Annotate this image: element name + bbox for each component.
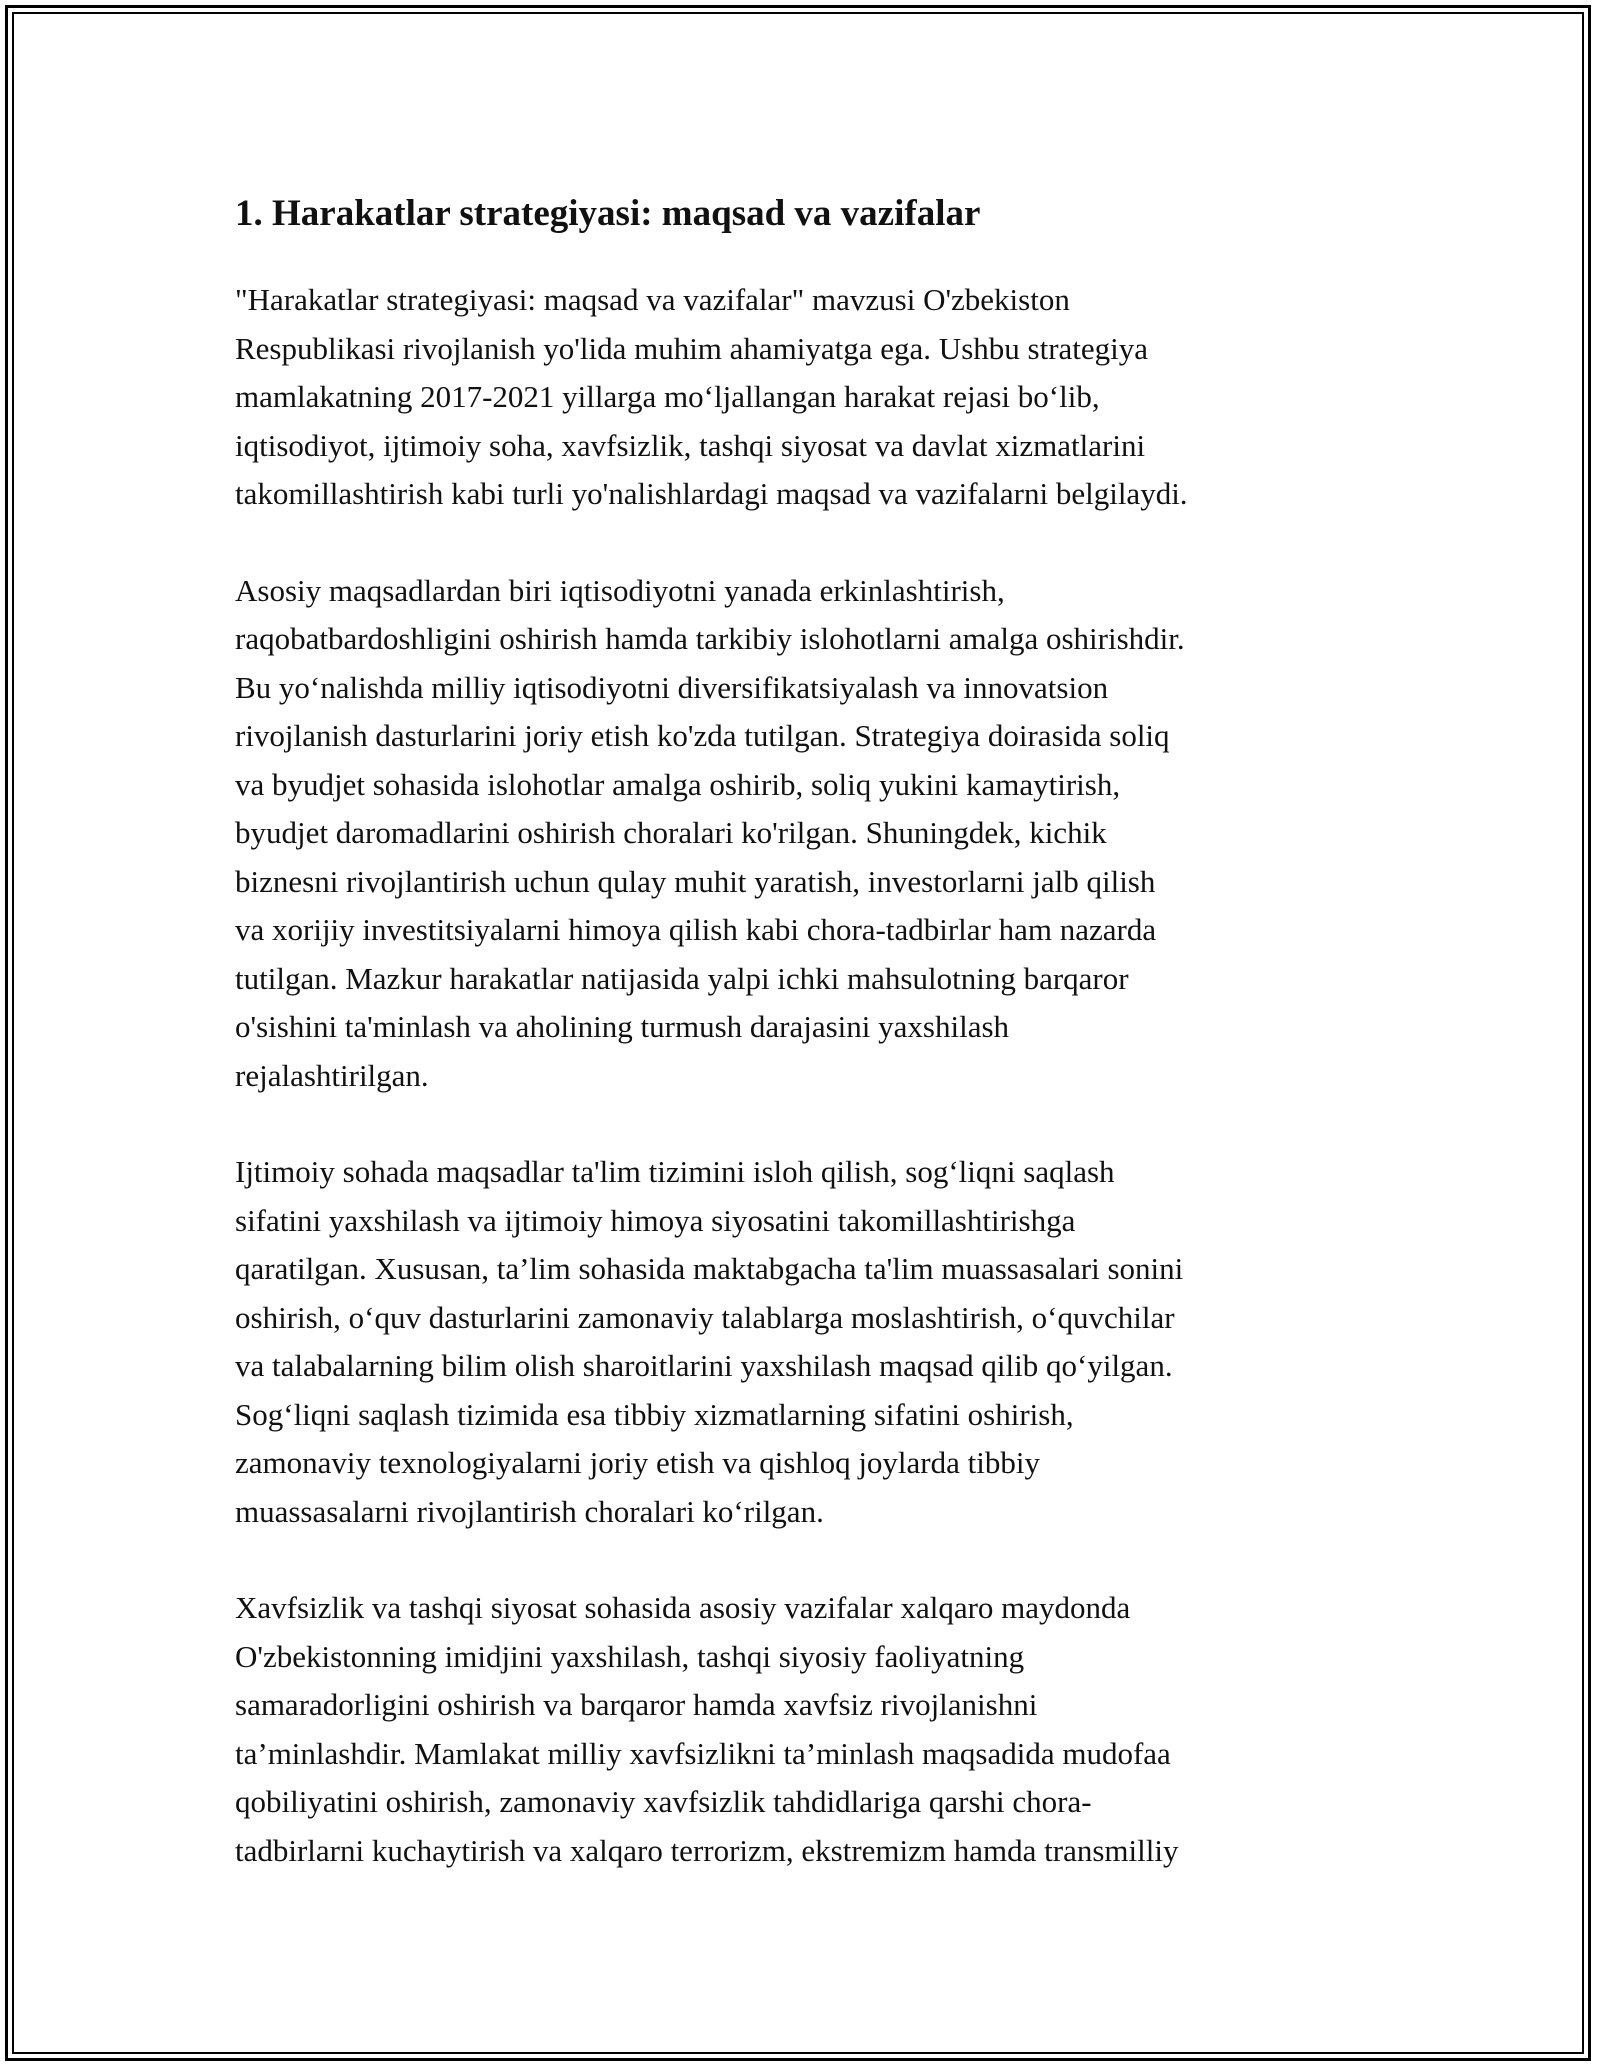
text-line: sifatini yaxshilash va ijtimoiy himoya siyosatini takomillashtirishga [235, 1202, 1076, 1238]
text-line: Ijtimoiy sohada maqsadlar ta'lim tizimini isloh qilish, sogʻliqni saqlash [235, 1154, 1115, 1189]
text-line: mamlakatning 2017-2021 yillarga moʻljallangan harakat rejasi boʻlib, [235, 379, 1100, 414]
text-line: rejalashtirilgan. [235, 1057, 429, 1093]
text-line: tutilgan. Mazkur harakatlar natijasida yalpi ichki mahsulotning barqaror [235, 960, 1129, 996]
text-line: Respublikasi rivojlanish yo'lida muhim ahamiyatga ega. Ushbu strategiya [235, 330, 1149, 366]
text-line: O'zbekistonning imidjini yaxshilash, tashqi siyosiy faoliyatning [235, 1638, 1025, 1674]
text-line: samaradorligini oshirish va barqaror hamda xavfsiz rivojlanishni [235, 1687, 1038, 1722]
text-line: Sogʻliqni saqlash tizimida esa tibbiy xizmatlarning sifatini oshirish, [235, 1396, 1074, 1432]
text-line: byudjet daromadlarini oshirish choralari ko'rilgan. Shuningdek, kichik [235, 815, 1107, 850]
text-line: ta’minlashdir. Mamlakat milliy xavfsizlikni ta’minlash maqsadida mudofaa [235, 1735, 1171, 1771]
text-line: muassasalarni rivojlantirish choralari koʻrilgan. [235, 1493, 824, 1529]
text-line: biznesni rivojlantirish uchun qulay muhit yaratish, investorlarni jalb qilish [235, 863, 1156, 899]
paragraph-social [235, 1148, 1385, 1536]
document-title: 1. Harakatlar strategiyasi: maqsad va vazifalar [235, 193, 981, 234]
text-line: qobiliyatini oshirish, zamonaviy xavfsizlik tahdidlariga qarshi chora- [235, 1784, 1092, 1819]
text-line: tadbirlarni kuchaytirish va xalqaro terrorizm, ekstremizm hamda transmilliy [235, 1832, 1179, 1868]
text-line: Asosiy maqsadlardan biri iqtisodiyotni yanada erkinlashtirish, [235, 572, 1005, 608]
text-line: raqobatbardoshligini oshirish hamda tarkibiy islohotlarni amalga oshirishdir. [235, 621, 1185, 656]
text-line: zamonaviy texnologiyalarni joriy etish va qishloq joylarda tibbiy [235, 1445, 1040, 1480]
text-line: va xorijiy investitsiyalarni himoya qilish kabi chora-tadbirlar ham nazarda [235, 912, 1157, 947]
text-line: iqtisodiyot, ijtimoiy soha, xavfsizlik, tashqi siyosat va davlat xizmatlarini [235, 427, 1146, 463]
document-body [235, 188, 1385, 1923]
text-line: va byudjet sohasida islohotlar amalga oshirib, soliq yukini kamaytirish, [235, 766, 1121, 802]
paragraph-security [235, 1584, 1385, 1875]
text-line: Bu yoʻnalishda milliy iqtisodiyotni diversifikatsiyalash va innovatsion [235, 669, 1109, 705]
text-line: qaratilgan. Xususan, ta’lim sohasida maktabgacha ta'lim muassasalari sonini [235, 1251, 1184, 1286]
text-line: oshirish, oʻquv dasturlarini zamonaviy talablarga moslashtirish, oʻquvchilar [235, 1299, 1175, 1335]
text-line: takomillashtirish kabi turli yo'nalishlardagi maqsad va vazifalarni belgilaydi. [235, 476, 1188, 511]
paragraph-economy [235, 567, 1385, 1101]
text-line: Xavfsizlik va tashqi siyosat sohasida asosiy vazifalar xalqaro maydonda [235, 1590, 1131, 1625]
text-line: o'sishini ta'minlash va aholining turmush darajasini yaxshilash [235, 1009, 1010, 1044]
text-line: rivojlanish dasturlarini joriy etish ko'zda tutilgan. Strategiya doirasida soliq [235, 718, 1170, 753]
paragraph-intro [235, 276, 1385, 519]
text-line: "Harakatlar strategiyasi: maqsad va vazifalar" mavzusi O'zbekiston [235, 282, 1070, 317]
text-line: va talabalarning bilim olish sharoitlarini yaxshilash maqsad qilib qoʻyilgan. [235, 1348, 1173, 1383]
